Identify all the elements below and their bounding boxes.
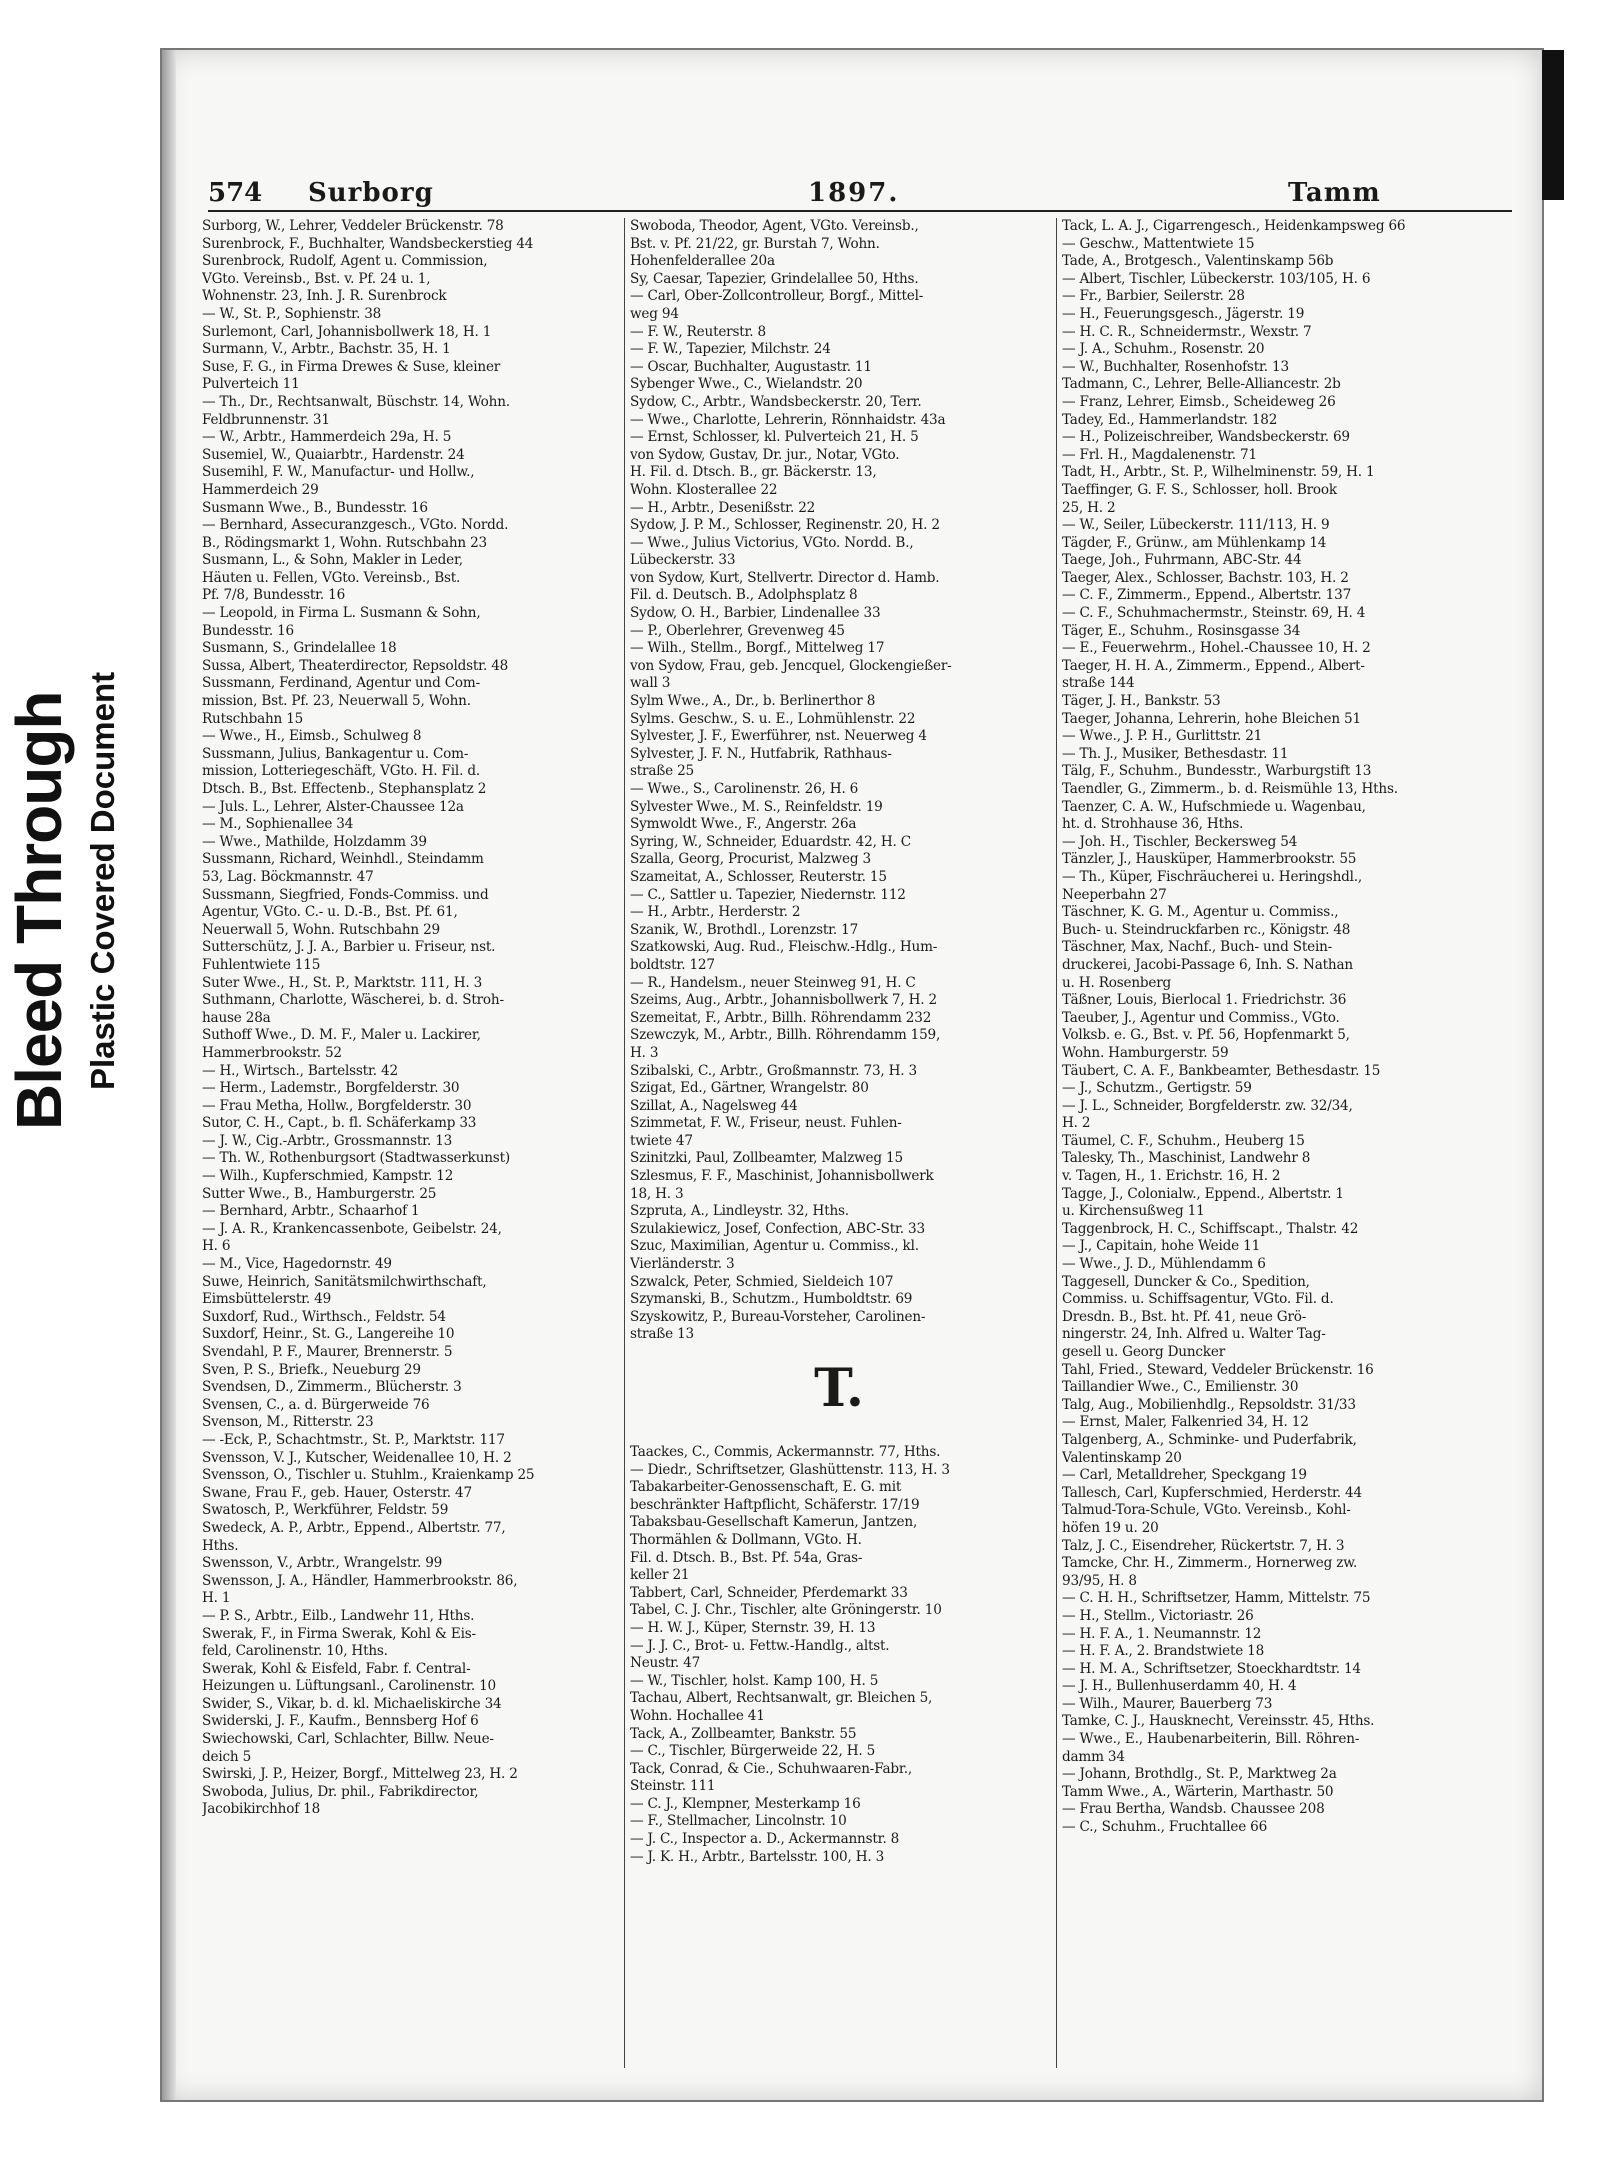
directory-entry-line: Bst. v. Pf. 21/22, gr. Burstah 7, Wohn. (630, 235, 880, 252)
directory-entry-line: — Diedr., Schriftsetzer, Glashüttenstr. 113, H. 3 (630, 1461, 950, 1478)
directory-entry-line: Feldbrunnenstr. 31 (202, 411, 330, 428)
directory-entry-line: Fil. d. Deutsch. B., Adolphsplatz 8 (630, 587, 858, 604)
directory-entry-line: Talz, J. C., Eisendreher, Rückertstr. 7, H. 3 (1062, 1537, 1345, 1554)
directory-entry-line: — H. F. A., 1. Neumannstr. 12 (1062, 1625, 1262, 1642)
directory-entry-line: Täschner, K. G. M., Agentur u. Commiss., (1062, 904, 1339, 921)
directory-entry-line: — Juls. L., Lehrer, Alster-Chaussee 12a (202, 798, 464, 815)
directory-entry-line: Susemihl, F. W., Manufactur- und Hollw., (202, 464, 475, 481)
directory-entry-line: Sylvester, J. F. N., Hutfabrik, Rathhaus- (630, 745, 892, 762)
directory-entry-line: Tack, Conrad, & Cie., Schuhwaaren-Fabr., (630, 1760, 912, 1777)
directory-entry-line: höfen 19 u. 20 (1062, 1519, 1159, 1536)
directory-entry-line: — W., Tischler, holst. Kamp 100, H. 5 (630, 1672, 879, 1689)
directory-entry-line: Symwoldt Wwe., F., Angerstr. 26a (630, 816, 857, 833)
directory-entry-line: H. 3 (630, 1044, 659, 1061)
directory-entry-line: — C. J., Klempner, Mesterkamp 16 (630, 1795, 861, 1812)
directory-entry-line: Surenbrock, F., Buchhalter, Wandsbeckerstieg 44 (202, 235, 534, 252)
directory-entry-line: Szlesmus, F. F., Maschinist, Johannisbollwerk (630, 1168, 934, 1185)
directory-entry-line: — Frau Metha, Hollw., Borgfelderstr. 30 (202, 1097, 472, 1114)
directory-entry-line: — W., Arbtr., Hammerdeich 29a, H. 5 (202, 429, 452, 446)
directory-entry-line: Susmann Wwe., B., Bundesstr. 16 (202, 499, 428, 516)
directory-entry-line: v. Tagen, H., 1. Erichstr. 16, H. 2 (1062, 1168, 1281, 1185)
directory-entry-line: Hths. (202, 1537, 239, 1554)
directory-entry-line: Volksb. e. G., Bst. v. Pf. 56, Hopfenmarkt 5, (1062, 1027, 1350, 1044)
directory-entry-line: — J. J. C., Brot- u. Fettw.-Handlg., altst. (630, 1637, 890, 1654)
directory-entry-line: — Wilh., Maurer, Bauerberg 73 (1062, 1695, 1273, 1712)
directory-entry-line: Svenson, M., Ritterstr. 23 (202, 1414, 374, 1431)
directory-entry-line: — H., Stellm., Victoriastr. 26 (1062, 1607, 1254, 1624)
directory-entry-line: Taeger, Alex., Schlosser, Bachstr. 103, H. 2 (1062, 569, 1349, 586)
directory-entry-line: Tägder, F., Grünw., am Mühlenkamp 14 (1062, 534, 1327, 551)
directory-entry-line: Taackes, C., Commis, Ackermannstr. 77, Hths. (630, 1444, 941, 1460)
directory-entry-line: Tänzler, J., Hausküper, Hammerbrookstr. 55 (1062, 851, 1357, 868)
directory-entry-line: ht. d. Strohhause 36, Hths. (1062, 816, 1244, 833)
directory-entry-line: Tadey, Ed., Hammerlandstr. 182 (1062, 411, 1278, 428)
directory-entry-line: Suse, F. G., in Firma Drewes & Suse, kleiner (202, 358, 501, 375)
directory-entry-line: Fil. d. Dtsch. B., Bst. Pf. 54a, Gras- (630, 1549, 863, 1566)
directory-entry-line: Szinitzki, Paul, Zollbeamter, Malzweg 15 (630, 1150, 903, 1167)
directory-entry-line: — H., Arbtr., Herderstr. 2 (630, 904, 801, 921)
directory-entry-line: von Sydow, Gustav, Dr. jur., Notar, VGto. (630, 446, 900, 463)
directory-entry-line: Täschner, Max, Nachf., Buch- und Stein- (1062, 939, 1333, 956)
directory-entry-line: Valentinskamp 20 (1062, 1449, 1182, 1466)
directory-entry-line: Tabel, C. J. Chr., Tischler, alte Gröningerstr. 10 (630, 1602, 942, 1619)
directory-entry-line: Täger, E., Schuhm., Rosinsgasse 34 (1062, 622, 1301, 639)
directory-entry-line: Suxdorf, Heinr., St. G., Langereihe 10 (202, 1326, 455, 1343)
directory-entry-line: Suter Wwe., H., St. P., Marktstr. 111, H. 3 (202, 974, 483, 991)
directory-entry-line: Swirski, J. P., Heizer, Borgf., Mittelweg 23, H. 2 (202, 1766, 518, 1783)
directory-entry-line: H. 1 (202, 1590, 231, 1607)
directory-entry-line: Sussa, Albert, Theaterdirector, Repsoldstr. 48 (202, 657, 509, 674)
directory-entry-line: Täßner, Louis, Bierlocal 1. Friedrichstr. 36 (1062, 992, 1347, 1009)
directory-entry-line: Suxdorf, Rud., Wirthsch., Feldstr. 54 (202, 1308, 446, 1325)
directory-entry-line: Swane, Frau F., geb. Hauer, Osterstr. 47 (202, 1484, 472, 1501)
directory-entry-line: beschränkter Haftpflicht, Schäferstr. 17/19 (630, 1496, 920, 1513)
directory-entry-line: Neustr. 47 (630, 1655, 701, 1672)
directory-entry-line: Täger, J. H., Bankstr. 53 (1062, 693, 1221, 710)
directory-entry-line: Swedeck, A. P., Arbtr., Eppend., Albertstr. 77, (202, 1519, 506, 1536)
directory-entry-line: — H., Arbtr., Desenißstr. 22 (630, 499, 816, 516)
directory-entry-line: Szillat, A., Nagelsweg 44 (630, 1097, 798, 1114)
directory-entry-line: — J., Capitain, hohe Weide 11 (1062, 1238, 1261, 1255)
directory-entry-line: Susemiel, W., Quaiarbtr., Hardenstr. 24 (202, 446, 465, 463)
directory-entry-line: — F. W., Tapezier, Milchstr. 24 (630, 341, 831, 358)
directory-entry-line: Szuc, Maximilian, Agentur u. Commiss., kl. (630, 1238, 919, 1255)
directory-entry-line: — W., Buchhalter, Rosenhofstr. 13 (1062, 358, 1289, 375)
directory-entry-line: Vierländerstr. 3 (630, 1256, 735, 1273)
directory-entry-line: Talgenberg, A., Schminke- und Puderfabrik, (1062, 1431, 1357, 1448)
directory-entry-line: — Johann, Brothdlg., St. P., Marktweg 2a (1062, 1766, 1337, 1783)
directory-entry-line: Susmann, L., & Sohn, Makler in Leder, (202, 552, 463, 569)
directory-entry-line: Buch- u. Steindruckfarben rc., Königstr. 48 (1062, 921, 1351, 938)
directory-entry-line: Sydow, O. H., Barbier, Lindenallee 33 (630, 605, 881, 622)
directory-entry-line: straße 144 (1062, 675, 1135, 692)
directory-entry-line: Swiechowski, Carl, Schlachter, Billw. Neue- (202, 1731, 494, 1748)
directory-entry-line: Bundesstr. 16 (202, 622, 295, 639)
directory-entry-line: Tabakarbeiter-Genossenschaft, E. G. mit (630, 1479, 902, 1496)
directory-entry-line: — Wwe., E., Haubenarbeiterin, Bill. Röhren- (1062, 1731, 1360, 1748)
directory-entry-line: Tack, A., Zollbeamter, Bankstr. 55 (630, 1725, 857, 1742)
directory-entry-line: Tachau, Albert, Rechtsanwalt, gr. Bleichen 5, (630, 1690, 933, 1707)
directory-entry-line: — Th., Dr., Rechtsanwalt, Büschstr. 14, Wohn. (202, 393, 510, 410)
directory-entry-line: Täumel, C. F., Schuhm., Heuberg 15 (1062, 1132, 1305, 1149)
directory-entry-line: Jacobikirchhof 18 (202, 1801, 321, 1818)
directory-entry-line: — Th. J., Musiker, Bethesdastr. 11 (1062, 745, 1289, 762)
section-letter-heading: T. (814, 1358, 864, 1419)
directory-entry-line: — Th. W., Rothenburgsort (Stadtwasserkunst) (202, 1150, 510, 1167)
directory-entry-line: Szigat, Ed., Gärtner, Wrangelstr. 80 (630, 1080, 869, 1097)
directory-entry-line: Pulverteich 11 (202, 376, 300, 393)
directory-entry-line: Tadmann, C., Lehrer, Belle-Alliancestr. 2b (1062, 376, 1341, 393)
directory-entry-line: Sydow, J. P. M., Schlosser, Reginenstr. 20, H. 2 (630, 517, 940, 534)
directory-entry-line: Sussmann, Ferdinand, Agentur und Com- (202, 675, 480, 692)
directory-entry-line: Taenzer, C. A. W., Hufschmiede u. Wagenbau, (1062, 798, 1366, 815)
directory-entry-line: B., Rödingsmarkt 1, Wohn. Rutschbahn 23 (202, 534, 487, 551)
directory-entry-line: — P. S., Arbtr., Eilb., Landwehr 11, Hths. (202, 1607, 475, 1624)
directory-entry-line: 18, H. 3 (630, 1185, 684, 1202)
directory-entry-line: — -Eck, P., Schachtmstr., St. P., Marktstr. 117 (202, 1431, 505, 1448)
directory-entry-line: mission, Lotteriegeschäft, VGto. H. Fil. d. (202, 763, 480, 780)
directory-entry-line: H. Fil. d. Dtsch. B., gr. Bäckerstr. 13, (630, 464, 877, 481)
directory-entry-line: Suthoff Wwe., D. M. F., Maler u. Lackirer, (202, 1027, 481, 1044)
directory-entry-line: feld, Carolinenstr. 10, Hths. (202, 1643, 388, 1660)
directory-entry-line: Szyskowitz, P., Bureau-Vorsteher, Carolinen- (630, 1308, 926, 1325)
directory-entry-line: — J. K. H., Arbtr., Bartelsstr. 100, H. 3 (630, 1848, 885, 1865)
directory-entry-line: — Frau Bertha, Wandsb. Chaussee 208 (1062, 1801, 1325, 1818)
directory-entry-line: 53, Lag. Böckmannstr. 47 (202, 868, 374, 885)
directory-entry-line: Szemeitat, F., Arbtr., Billh. Röhrendamm 232 (630, 1009, 932, 1026)
directory-entry-line: Wohn. Klosterallee 22 (630, 481, 778, 498)
directory-entry-line: — J. A., Schuhm., Rosenstr. 20 (1062, 341, 1265, 358)
directory-entry-line: Tälg, F., Schuhm., Bundesstr., Warburgstift 13 (1062, 763, 1372, 780)
directory-entry-line: Sutor, C. H., Capt., b. fl. Schäferkamp 33 (202, 1115, 477, 1132)
directory-entry-line: Sylvester Wwe., M. S., Reinfeldstr. 19 (630, 798, 883, 815)
directory-entry-line: — R., Handelsm., neuer Steinweg 91, H. C (630, 974, 916, 991)
directory-entry-line: keller 21 (630, 1567, 690, 1584)
directory-entry-line: — H., Feuerungsgesch., Jägerstr. 19 (1062, 305, 1305, 322)
directory-entry-line: Szeims, Aug., Arbtr., Johannisbollwerk 7, H. 2 (630, 992, 937, 1009)
directory-entry-line: — C., Schuhm., Fruchtallee 66 (1062, 1819, 1268, 1836)
directory-entry-line: Suwe, Heinrich, Sanitätsmilchwirthschaft, (202, 1273, 487, 1290)
directory-entry-line: — Ernst, Schlosser, kl. Pulverteich 21, H. 5 (630, 429, 919, 446)
directory-entry-line: — W., St. P., Sophienstr. 38 (202, 305, 382, 322)
scanned-page (160, 48, 1544, 2102)
directory-entry-line: — J. W., Cig.-Arbtr., Grossmannstr. 13 (202, 1132, 453, 1149)
directory-entry-line: — J. C., Inspector a. D., Ackermannstr. 8 (630, 1831, 900, 1848)
directory-entry-line: Sy, Caesar, Tapezier, Grindelallee 50, Hths. (630, 270, 919, 287)
directory-entry-line: Szulakiewicz, Josef, Confection, ABC-Str. 33 (630, 1220, 925, 1237)
directory-entry-line: — J., Schutzm., Gertigstr. 59 (1062, 1080, 1252, 1097)
directory-entry-line: Taege, Joh., Fuhrmann, ABC-Str. 44 (1062, 552, 1302, 569)
directory-entry-line: u. Kirchensußweg 11 (1062, 1203, 1205, 1220)
directory-entry-line: — Wwe., J. D., Mühlendamm 6 (1062, 1256, 1266, 1273)
directory-entry-line: — Wwe., S., Carolinenstr. 26, H. 6 (630, 781, 859, 797)
directory-entry-line: Sydow, C., Arbtr., Wandsbeckerstr. 20, Terr. (630, 393, 922, 410)
directory-entry-line: — Th., Küper, Fischräucherei u. Heringshdl., (1062, 868, 1363, 885)
directory-entry-line: VGto. Vereinsb., Bst. v. Pf. 24 u. 1, (202, 270, 431, 287)
directory-entry-line: — Oscar, Buchhalter, Augustastr. 11 (630, 358, 872, 375)
directory-entry-line: — Wwe., J. P. H., Gurlittstr. 21 (1062, 728, 1263, 745)
directory-entry-line: Talesky, Th., Maschinist, Landwehr 8 (1062, 1150, 1311, 1167)
directory-entry-line: Swider, S., Vikar, b. d. kl. Michaeliskirche 34 (202, 1695, 502, 1712)
directory-entry-line: Tamm Wwe., A., Wärterin, Marthastr. 50 (1062, 1783, 1334, 1800)
directory-entry-line: — Wwe., Julius Victorius, VGto. Nordd. B., (630, 534, 914, 551)
directory-entry-line: — Leopold, in Firma L. Susmann & Sohn, (202, 605, 481, 622)
directory-entry-line: Pf. 7/8, Bundesstr. 16 (202, 587, 346, 604)
directory-entry-line: Szanik, W., Brothdl., Lorenzstr. 17 (630, 921, 859, 938)
directory-entry-line: Sylm Wwe., A., Dr., b. Berlinerthor 8 (630, 693, 876, 710)
directory-entry-line: Swatosch, P., Werkführer, Feldstr. 59 (202, 1502, 449, 1519)
directory-entry-line: Neuerwall 5, Wohn. Rutschbahn 29 (202, 921, 441, 938)
directory-entry-line: — C., Sattler u. Tapezier, Niedernstr. 112 (630, 886, 906, 903)
directory-entry-line: Hammerbrookstr. 52 (202, 1044, 342, 1061)
directory-entry-line: Szibalski, C., Arbtr., Großmannstr. 73, H. 3 (630, 1062, 918, 1079)
directory-entry-line: Szimmetat, F. W., Friseur, neust. Fuhlen- (630, 1115, 902, 1132)
directory-entry-line: Swiderski, J. F., Kaufm., Bennsberg Hof 6 (202, 1713, 479, 1730)
directory-entry-line: Dresdn. B., Bst. ht. Pf. 41, neue Grö- (1062, 1308, 1307, 1325)
directory-entry-line: — Carl, Ober-Zollcontrolleur, Borgf., Mittel- (630, 288, 924, 305)
directory-entry-line: Tack, L. A. J., Cigarrengesch., Heidenkampsweg 66 (1062, 218, 1406, 234)
directory-entry-line: von Sydow, Kurt, Stellvertr. Director d. Hamb. (630, 569, 940, 586)
directory-entry-line: straße 13 (630, 1326, 694, 1343)
directory-entry-line: 93/95, H. 8 (1062, 1572, 1137, 1589)
directory-entry-line: ningerstr. 24, Inh. Alfred u. Walter Tag- (1062, 1326, 1326, 1343)
directory-entry-line: damm 34 (1062, 1748, 1125, 1765)
directory-entry-line: Swensson, V., Arbtr., Wrangelstr. 99 (202, 1555, 443, 1572)
directory-entry-line: — Franz, Lehrer, Eimsb., Scheideweg 26 (1062, 393, 1336, 410)
directory-entry-line: hause 28a (202, 1009, 271, 1026)
directory-entry-line: — Joh. H., Tischler, Beckersweg 54 (1062, 833, 1298, 850)
directory-entry-line: Talmud-Tora-Schule, VGto. Vereinsb., Kohl- (1062, 1502, 1351, 1519)
directory-entry-line: Taendler, G., Zimmerm., b. d. Reismühle 13, Hths. (1062, 781, 1398, 797)
directory-entry-line: Sussmann, Richard, Weinhdl., Steindamm (202, 851, 484, 868)
directory-entry-line: Szpruta, A., Lindleystr. 32, Hths. (630, 1203, 849, 1220)
directory-entry-line: druckerei, Jacobi-Passage 6, Inh. S. Nathan (1062, 956, 1353, 973)
directory-entry-line: — Wwe., Charlotte, Lehrerin, Rönnhaidstr. 43a (630, 411, 946, 428)
directory-entry-line: Svendahl, P. F., Maurer, Brennerstr. 5 (202, 1344, 453, 1360)
directory-entry-line: Suthmann, Charlotte, Wäscherei, b. d. Stroh- (202, 992, 504, 1009)
directory-entry-line: Swoboda, Julius, Dr. phil., Fabrikdirector, (202, 1783, 479, 1800)
directory-entry-line: Eimsbüttelerstr. 49 (202, 1291, 332, 1308)
directory-entry-line: Taggesell, Duncker & Co., Spedition, (1062, 1273, 1310, 1290)
directory-entry-line: — Carl, Metalldreher, Speckgang 19 (1062, 1467, 1307, 1484)
directory-entry-line: — J. H., Bullenhuserdamm 40, H. 4 (1062, 1678, 1297, 1695)
directory-entry-line: — Bernhard, Assecuranzgesch., VGto. Nordd. (202, 517, 509, 534)
directory-entry-line: Taeger, Johanna, Lehrerin, hohe Bleichen 51 (1062, 710, 1361, 727)
directory-entry-line: Sybenger Wwe., C., Wielandstr. 20 (630, 376, 863, 393)
directory-entry-line: Taeuber, J., Agentur und Commiss., VGto. (1062, 1009, 1340, 1026)
directory-entry-line: — M., Vice, Hagedornstr. 49 (202, 1256, 392, 1273)
directory-entry-line: H. 2 (1062, 1115, 1091, 1132)
directory-entry-line: — P., Oberlehrer, Grevenweg 45 (630, 622, 845, 639)
plastic-covered-label: Plastic Covered Document (84, 671, 121, 1090)
column-separator (1056, 218, 1057, 2068)
directory-entry-line: Szameitat, A., Schlosser, Reuterstr. 15 (630, 868, 887, 885)
directory-entry-line: Sven, P. S., Briefk., Neueburg 29 (202, 1361, 421, 1378)
directory-entry-line: Tabaksbau-Gesellschaft Kamerun, Jantzen, (630, 1514, 918, 1531)
directory-entry-line: Tabbert, Carl, Schneider, Pferdemarkt 33 (630, 1584, 908, 1601)
directory-entry-line: Svendsen, D., Zimmerm., Blücherstr. 3 (202, 1379, 462, 1396)
directory-entry-line: u. H. Rosenberg (1062, 974, 1172, 991)
directory-entry-line: Swerak, Kohl & Eisfeld, Fabr. f. Central- (202, 1660, 471, 1677)
directory-entry-line: Täubert, C. A. F., Bankbeamter, Bethesdastr. 15 (1062, 1062, 1381, 1079)
directory-entry-line: Hammerdeich 29 (202, 481, 319, 498)
directory-entry-line: — J. L., Schneider, Borgfelderstr. zw. 32/34, (1062, 1097, 1353, 1114)
directory-entry-line: — Fr., Barbier, Seilerstr. 28 (1062, 288, 1245, 305)
directory-entry-line: Tadt, H., Arbtr., St. P., Wilhelminenstr. 59, H. 1 (1062, 464, 1375, 481)
directory-entry-line: mission, Bst. Pf. 23, Neuerwall 5, Wohn. (202, 693, 471, 710)
directory-entry-line: — Wwe., Mathilde, Holzdamm 39 (202, 833, 427, 850)
directory-entry-line: — C. H. H., Schriftsetzer, Hamm, Mittelstr. 75 (1062, 1590, 1371, 1607)
directory-entry-line: Heizungen u. Lüftungsanl., Carolinenstr. 10 (202, 1678, 496, 1695)
directory-entry-line: — H. F. A., 2. Brandstwiete 18 (1062, 1643, 1265, 1660)
directory-entry-line: Häuten u. Fellen, VGto. Vereinsb., Bst. (202, 569, 461, 586)
directory-entry-line: Tahl, Fried., Steward, Veddeler Brückenstr. 16 (1062, 1361, 1374, 1378)
directory-entry-line: Steinstr. 111 (630, 1778, 716, 1795)
directory-entry-line: — C. F., Schuhmachermstr., Steinstr. 69, H. 4 (1062, 605, 1366, 622)
directory-entry-line: — W., Seiler, Lübeckerstr. 111/113, H. 9 (1062, 517, 1330, 534)
directory-entry-line: Surenbrock, Rudolf, Agent u. Commission, (202, 253, 488, 270)
directory-entry-line: — Geschw., Mattentwiete 15 (1062, 235, 1255, 252)
directory-entry-line: Svensson, O., Tischler u. Stuhlm., Kraienkamp 25 (202, 1467, 535, 1484)
directory-entry-line: — Bernhard, Arbtr., Schaarhof 1 (202, 1203, 420, 1220)
directory-entry-line: Lübeckerstr. 33 (630, 552, 736, 569)
directory-entry-line: Wohn. Hochallee 41 (630, 1707, 765, 1724)
directory-entry-line: Taeger, H. H. A., Zimmerm., Eppend., Albert- (1062, 657, 1365, 674)
directory-entry-line: Sutterschütz, J. J. A., Barbier u. Friseur, nst. (202, 939, 496, 956)
directory-entry-line: 25, H. 2 (1062, 499, 1116, 516)
directory-entry-line: — H. M. A., Schriftsetzer, Stoeckhardtstr. 14 (1062, 1660, 1361, 1677)
directory-entry-line: Rutschbahn 15 (202, 710, 304, 727)
directory-entry-line: Surborg, W., Lehrer, Veddeler Brückenstr. 78 (202, 218, 504, 234)
header-last-entry: Tamm (1288, 178, 1381, 208)
directory-entry-line: Susmann, S., Grindelallee 18 (202, 640, 397, 657)
directory-entry-line: Thormählen & Dollmann, VGto. H. (630, 1531, 862, 1548)
directory-entry-line: Sylvester, J. F., Ewerführer, nst. Neuerweg 4 (630, 728, 927, 745)
directory-entry-line: Taillandier Wwe., C., Emilienstr. 30 (1062, 1379, 1299, 1396)
directory-entry-line: — C., Tischler, Bürgerweide 22, H. 5 (630, 1743, 876, 1760)
page-edge (1542, 50, 1564, 200)
header-first-entry: Surborg (308, 178, 434, 208)
directory-entry-line: — Wilh., Stellm., Borgf., Mittelweg 17 (630, 640, 885, 657)
directory-entry-line: Szatkowski, Aug. Rud., Fleischw.-Hdlg., Hum- (630, 939, 938, 956)
bleed-through-label: Bleed Through (3, 691, 75, 1130)
directory-entry-line: — Wilh., Kupferschmied, Kampstr. 12 (202, 1168, 454, 1185)
directory-entry-line: Wohnenstr. 23, Inh. J. R. Surenbrock (202, 288, 447, 305)
directory-entry-line: weg 94 (630, 305, 679, 322)
directory-entry-line: — Ernst, Maler, Falkenried 34, H. 12 (1062, 1414, 1309, 1431)
directory-entry-line: Surmann, V., Arbtr., Bachstr. 35, H. 1 (202, 341, 451, 358)
directory-entry-line: — H. C. R., Schneidermstr., Wexstr. 7 (1062, 323, 1312, 340)
directory-entry-line: Szwalck, Peter, Schmied, Sieldeich 107 (630, 1273, 894, 1290)
directory-entry-line: von Sydow, Frau, geb. Jencquel, Glockengießer- (630, 657, 952, 674)
directory-entry-line: — J. A. R., Krankencassenbote, Geibelstr. 24, (202, 1220, 502, 1237)
directory-entry-line: wall 3 (630, 675, 671, 692)
page-header (208, 178, 1512, 218)
directory-entry-line: Svensson, V. J., Kutscher, Weidenallee 10, H. 2 (202, 1449, 512, 1466)
directory-entry-line: Taeffinger, G. F. S., Schlosser, holl. Brook (1062, 481, 1337, 498)
directory-entry-line: — Frl. H., Magdalenenstr. 71 (1062, 446, 1257, 463)
directory-entry-line: Swensson, J. A., Händler, Hammerbrookstr. 86, (202, 1572, 518, 1589)
directory-entry-line: Wohn. Hamburgerstr. 59 (1062, 1044, 1229, 1061)
directory-entry-line: Sutter Wwe., B., Hamburgerstr. 25 (202, 1185, 437, 1202)
directory-entry-line: Sussmann, Julius, Bankagentur u. Com- (202, 745, 469, 762)
directory-entry-line: Hohenfelderallee 20a (630, 253, 775, 270)
directory-entry-line: Commiss. u. Schiffsagentur, VGto. Fil. d. (1062, 1291, 1334, 1308)
directory-entry-line: Swerak, F., in Firma Swerak, Kohl & Eis- (202, 1625, 476, 1642)
directory-entry-line: Tade, A., Brotgesch., Valentinskamp 56b (1062, 253, 1334, 270)
directory-entry-line: — M., Sophienallee 34 (202, 816, 354, 833)
directory-entry-line: — E., Feuerwehrm., Hohel.-Chaussee 10, H. 2 (1062, 640, 1371, 657)
directory-entry-line: — Herm., Lademstr., Borgfelderstr. 30 (202, 1080, 460, 1097)
directory-entry-line: — F., Stellmacher, Lincolnstr. 10 (630, 1813, 847, 1830)
directory-column-1 (202, 218, 620, 1819)
directory-entry-line: H. 6 (202, 1238, 231, 1255)
page-number: 574 (208, 178, 263, 208)
directory-entry-line: Syring, W., Schneider, Eduardstr. 42, H. C (630, 833, 911, 850)
directory-entry-line: Tallesch, Carl, Kupferschmied, Herderstr. 44 (1062, 1484, 1362, 1501)
directory-entry-line: — C. F., Zimmerm., Eppend., Albertstr. 137 (1062, 587, 1352, 604)
directory-entry-line: boldtstr. 127 (630, 956, 715, 973)
directory-entry-line: — F. W., Reuterstr. 8 (630, 323, 767, 340)
directory-entry-line: — Albert, Tischler, Lübeckerstr. 103/105, H. 6 (1062, 270, 1371, 287)
directory-entry-line: — H., Wirtsch., Bartelsstr. 42 (202, 1062, 398, 1079)
directory-column-2 (630, 218, 1048, 1866)
directory-entry-line: Svensen, C., a. d. Bürgerweide 76 (202, 1396, 430, 1413)
directory-entry-line: Fuhlentwiete 115 (202, 956, 321, 973)
directory-entry-line: Sussmann, Siegfried, Fonds-Commiss. und (202, 886, 489, 903)
directory-entry-line: — H. W. J., Küper, Sternstr. 39, H. 13 (630, 1619, 876, 1636)
directory-entry-line: — Wwe., H., Eimsb., Schulweg 8 (202, 728, 422, 745)
header-year: 1897. (808, 178, 900, 208)
directory-entry-line: Swoboda, Theodor, Agent, VGto. Vereinsb., (630, 218, 919, 234)
column-separator (624, 218, 625, 2068)
directory-column-3 (1062, 218, 1480, 1837)
directory-entry-line: twiete 47 (630, 1132, 693, 1149)
directory-entry-line: deich 5 (202, 1748, 252, 1765)
directory-entry-line: Tamke, C. J., Hausknecht, Vereinsstr. 45, Hths. (1062, 1713, 1375, 1730)
directory-entry-line: Neeperbahn 27 (1062, 886, 1167, 903)
directory-entry-line: Dtsch. B., Bst. Effectenb., Stephansplatz 2 (202, 781, 487, 797)
directory-entry-line: Tamcke, Chr. H., Zimmerm., Hornerweg zw. (1062, 1555, 1358, 1572)
directory-entry-line: Szewczyk, M., Arbtr., Billh. Röhrendamm 159, (630, 1027, 941, 1044)
directory-entry-line: Sylms. Geschw., S. u. E., Lohmühlenstr. 22 (630, 710, 916, 727)
directory-entry-line: Surlemont, Carl, Johannisbollwerk 18, H. 1 (202, 323, 492, 340)
directory-entry-line: Tagge, J., Colonialw., Eppend., Albertstr. 1 (1062, 1185, 1344, 1202)
directory-entry-line: Szalla, Georg, Procurist, Malzweg 3 (630, 851, 871, 868)
directory-entry-line: Talg, Aug., Mobilienhdlg., Repsoldstr. 31/33 (1062, 1396, 1356, 1413)
header-rule (208, 210, 1512, 212)
directory-entry-line: straße 25 (630, 763, 694, 780)
directory-entry-line: Szymanski, B., Schutzm., Humboldtstr. 69 (630, 1291, 913, 1308)
directory-entry-line: — H., Polizeischreiber, Wandsbeckerstr. 69 (1062, 429, 1350, 446)
directory-entry-line: gesell u. Georg Duncker (1062, 1344, 1225, 1360)
directory-entry-line: Taggenbrock, H. C., Schiffscapt., Thalstr. 42 (1062, 1220, 1359, 1237)
directory-entry-line: Agentur, VGto. C.- u. D.-B., Bst. Pf. 61, (202, 904, 458, 921)
